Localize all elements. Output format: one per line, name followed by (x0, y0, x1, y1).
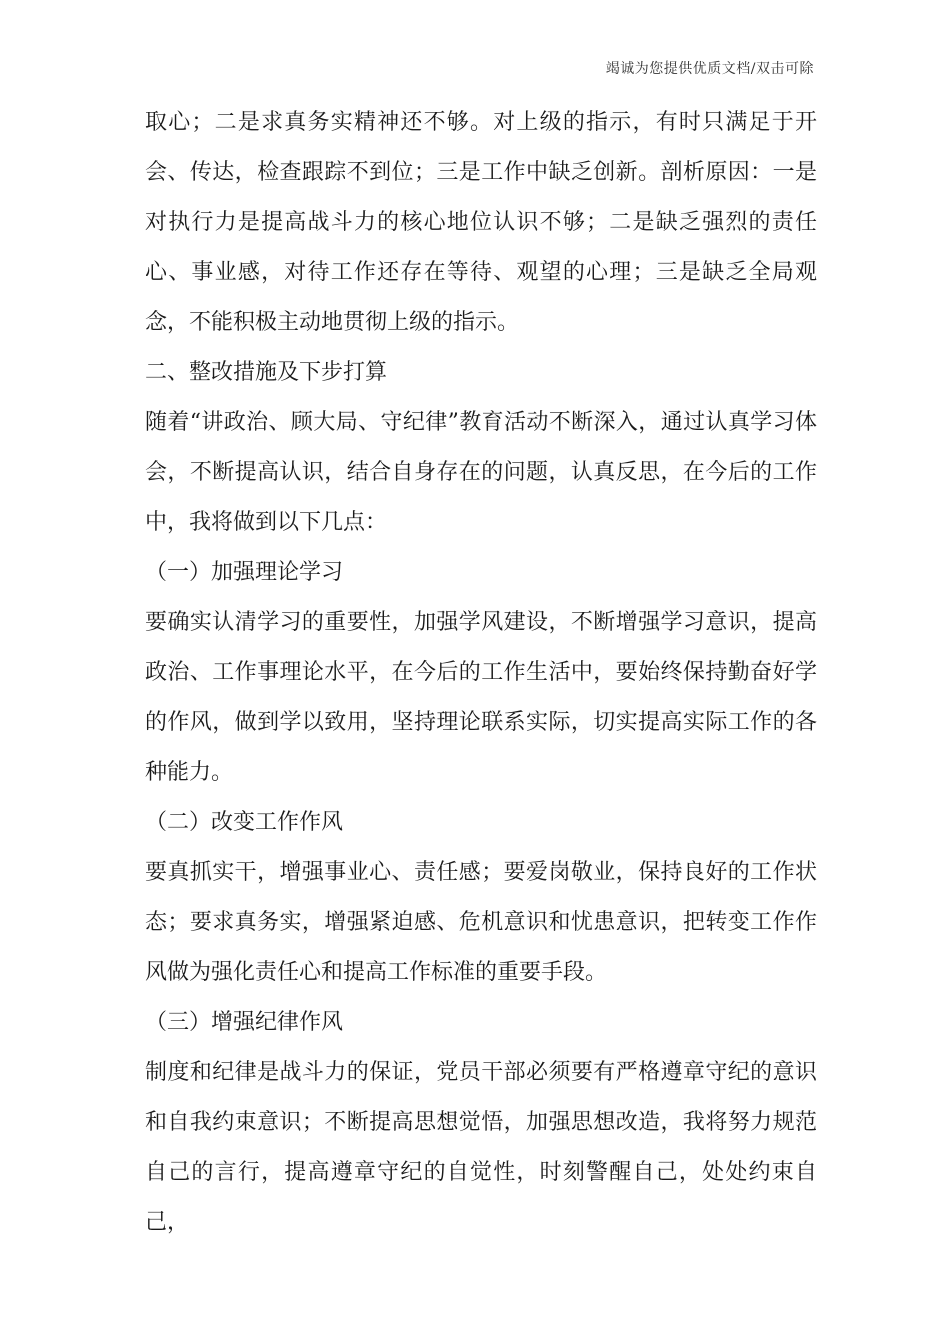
subheading-work-style: （二）改变工作作风 (145, 810, 344, 835)
paragraph-analysis: 取心；二是求真务实精神还不够。对上级的指示，有时只满足于开会、传达，检查跟踪不到位；三是工作中缺乏创新。剖析原因：一是对执行力是提高战斗力的核心地位认识不够；二是缺乏强烈的责任心、事业感，对待工作还存在等待、观望的心理；三是缺乏全局观念，不能积极主动地贯彻上级的指示。 (145, 110, 817, 335)
paragraph-theory-study: 要确实认清学习的重要性，加强学风建设，不断增强学习意识，提高政治、工作事理论水平，在今后的工作生活中，要始终保持勤奋好学的作风，做到学以致用，坚持理论联系实际，切实提高实际工作的各种能力。 (145, 610, 817, 785)
subheading-theory-study: （一）加强理论学习 (145, 560, 344, 585)
paragraph-discipline: 制度和纪律是战斗力的保证，党员干部必须要有严格遵章守纪的意识和自我约束意识；不断提高思想觉悟，加强思想改造，我将努力规范自己的言行，提高遵章守纪的自觉性，时刻警醒自己，处处约束自己， (145, 1060, 817, 1235)
header-note: 竭诚为您提供优质文档/双击可除 (605, 61, 814, 77)
document-body (145, 98, 817, 1248)
paragraph-intro: 随着“讲政治、顾大局、守纪律”教育活动不断深入，通过认真学习体会，不断提高认识，结合自身存在的问题，认真反思，在今后的工作中，我将做到以下几点： (145, 410, 817, 535)
paragraph-work-style: 要真抓实干，增强事业心、责任感；要爱岗敬业，保持良好的工作状态；要求真务实，增强紧迫感、危机意识和忧患意识，把转变工作作风做为强化责任心和提高工作标准的重要手段。 (145, 860, 817, 985)
section-heading-measures: 二、整改措施及下步打算 (145, 360, 388, 385)
subheading-discipline: （三）增强纪律作风 (145, 1010, 344, 1035)
